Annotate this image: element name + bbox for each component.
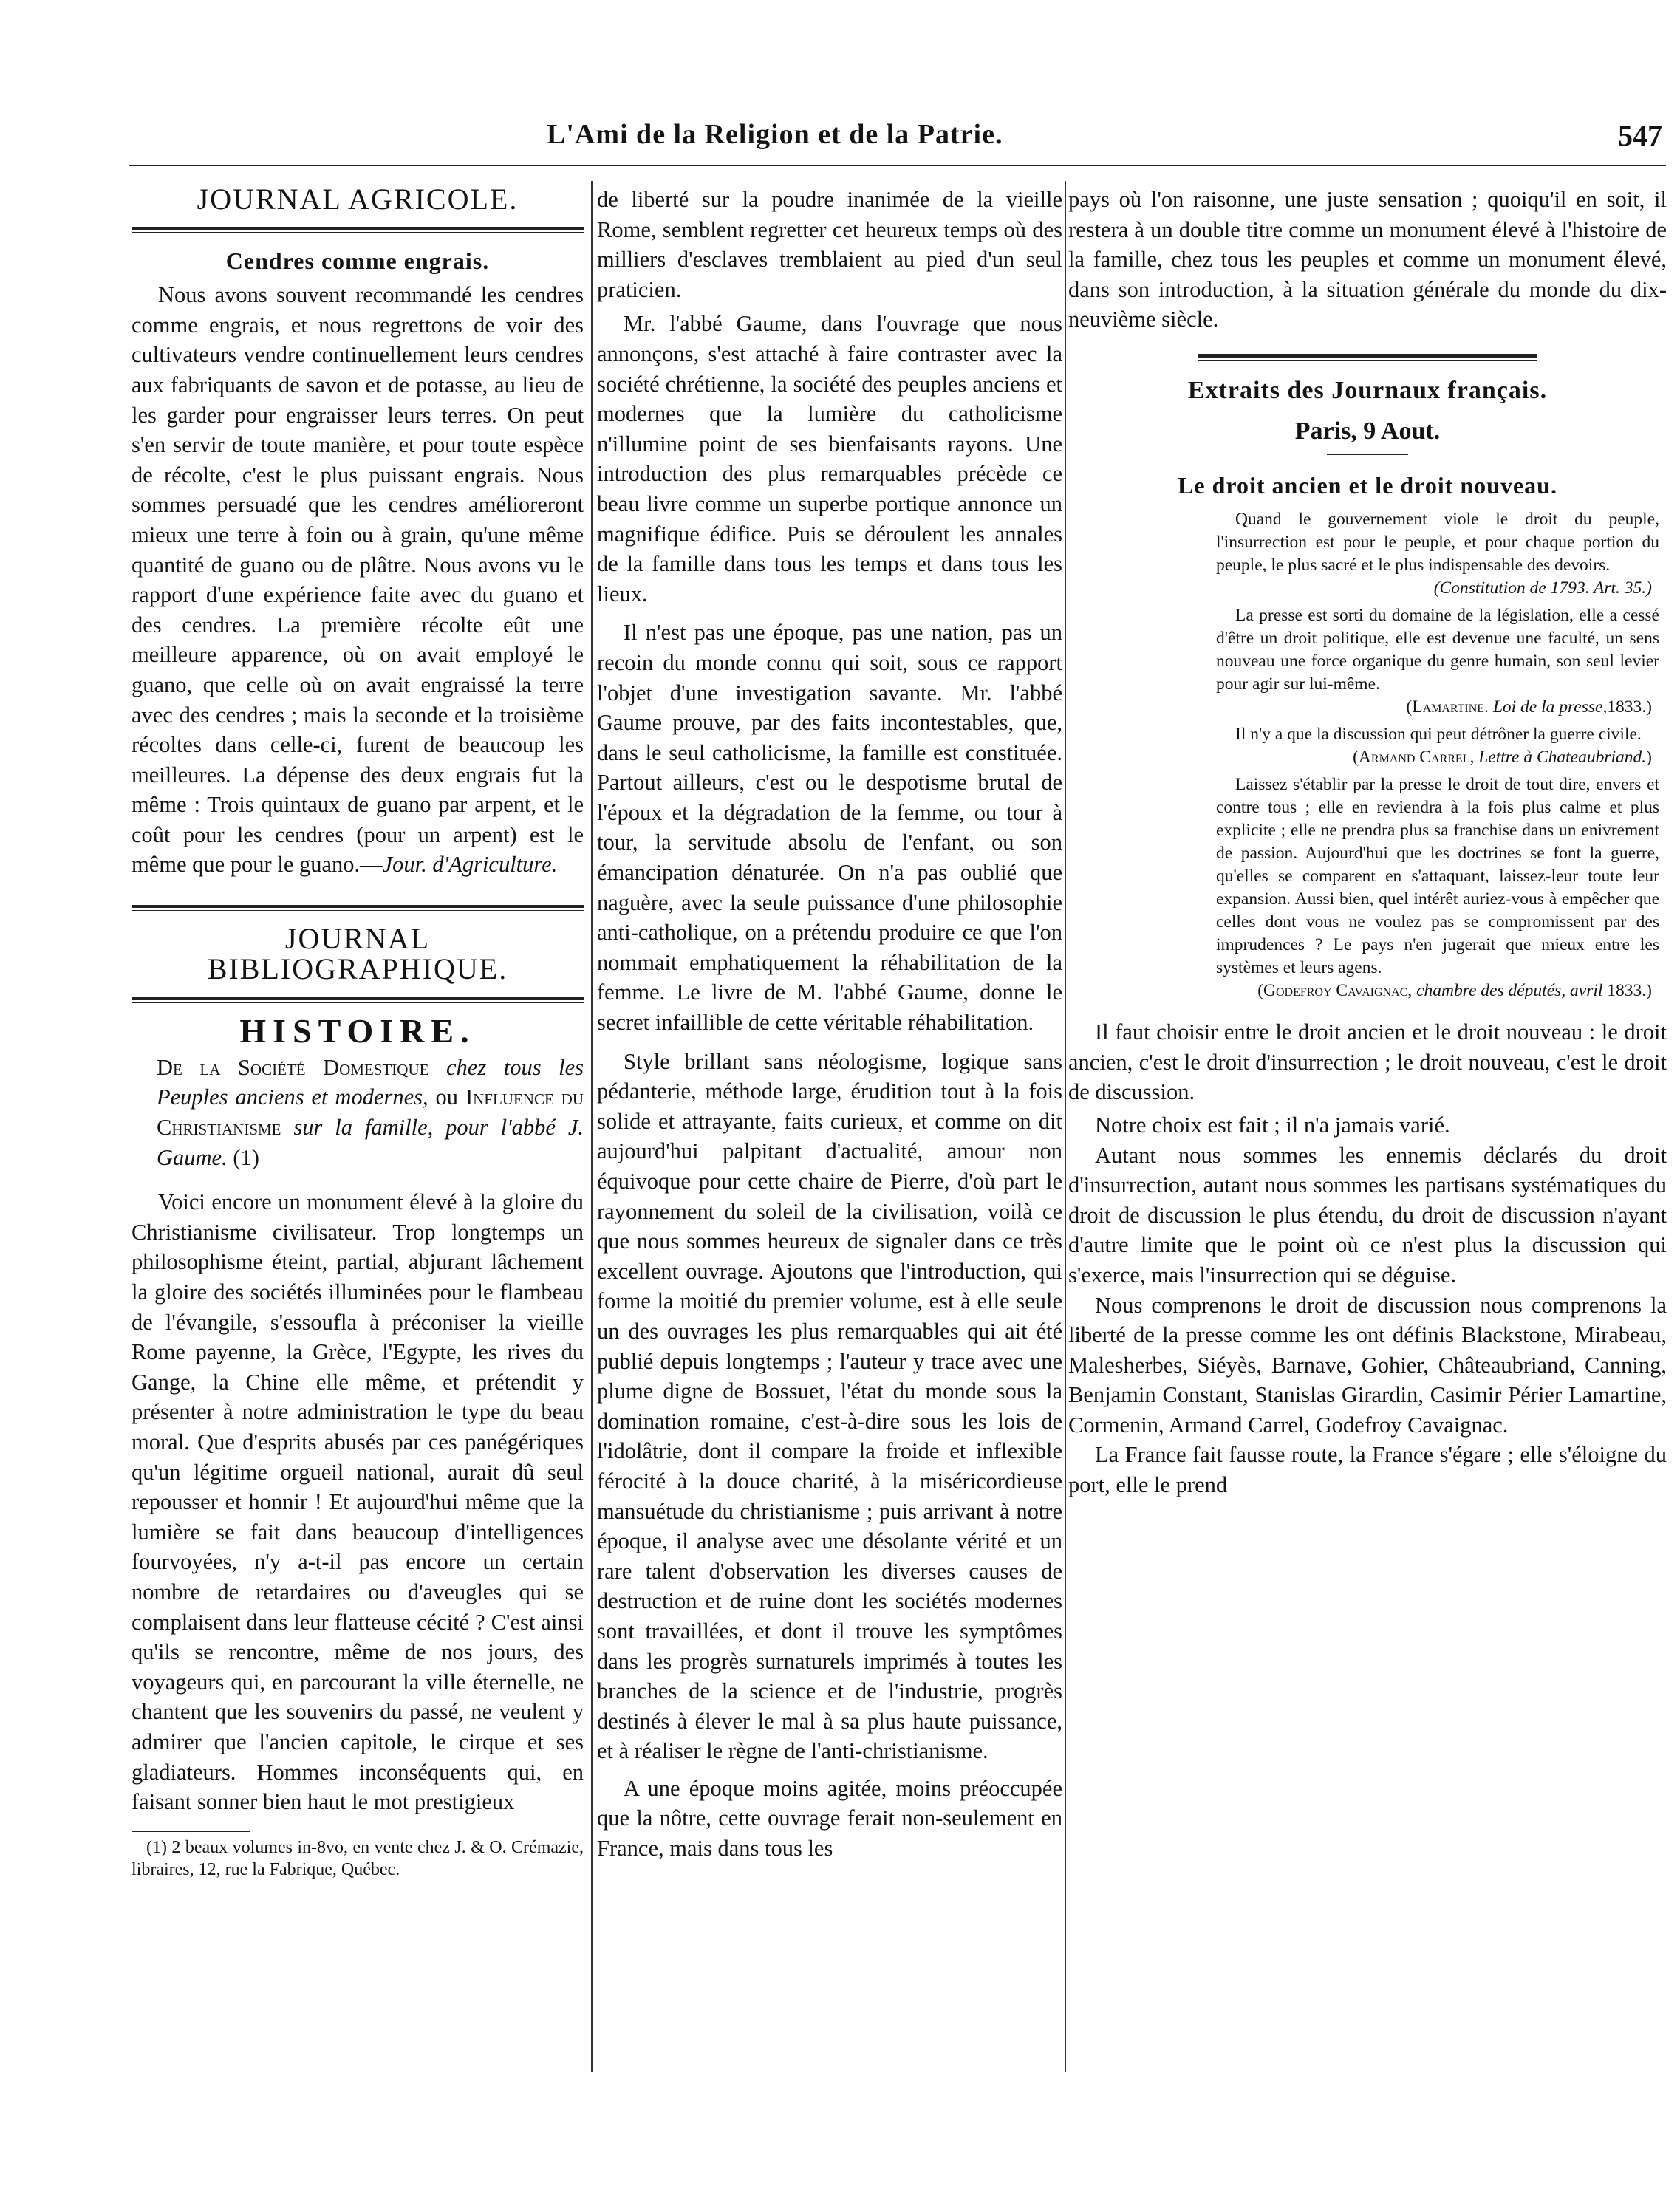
section-title-agricole: JOURNAL AGRICOLE.: [197, 182, 519, 216]
section-rule: [132, 997, 584, 1003]
article-paragraph: pays où l'on raisonne, une juste sensation ; quoiqu'il en soit, il restera à un double titre comme un monument élevé à l'histoire de la famille, chez tous les peuples et comme un monument élevé, dans son introduction, à la situation générale du monde du dix-neuvième siècle.: [1068, 187, 1667, 332]
epigraph-attribution: (Armand Carrel, Lettre à Chateaubriand.): [1353, 748, 1652, 768]
dateline: Paris, 9 Aout.: [1294, 417, 1441, 445]
epigraph: La presse est sorti du domaine de la législation, elle a cessé d'être un droit politique, elle est devenue une faculté, un sens nouveau une force organique du genre humain, son seul levier pour agir sur lui-même.: [1216, 606, 1659, 694]
short-rule: [1327, 454, 1408, 455]
article-title-droit: Le droit ancien et le droit nouveau.: [1178, 472, 1557, 499]
section-rule: [132, 227, 584, 233]
section-rule: [132, 905, 584, 911]
epigraphs: [1216, 508, 1659, 1002]
article-paragraph: Il faut choisir entre le droit ancien et le droit nouveau : le droit ancien, c'est le droit d'insurrection ; le droit nouveau, c'est le droit de discussion.: [1068, 1019, 1667, 1105]
article-source: Jour. d'Agriculture.: [382, 852, 558, 878]
running-title: L'Ami de la Religion et de la Patrie.: [547, 119, 1003, 150]
column-divider: [1065, 181, 1066, 2072]
footnote-rule: [132, 1831, 250, 1832]
column-divider: [591, 181, 593, 2072]
article-paragraph: Mr. l'abbé Gaume, dans l'ouvrage que nous annonçons, s'est attaché à faire contraster avec la société chrétienne, la société des peuples anciens et modernes que la lumière du catholicisme n'illumine point de ses bienfaisants rayons. Une introduction des plus remarquables précède ce beau livre comme un superbe portique annonce un magnifique édifice. Puis se déroulent les annales de la famille dans tous les temps et dans tous les lieux.: [597, 311, 1062, 606]
article-paragraph: Il n'est pas une époque, pas une nation, pas un recoin du monde connu qui soit, sous ce rapport l'objet d'une investigation savante. Mr. l'abbé Gaume prouve, par des faits incontestables, que, dans le seul catholicisme, la famille est constituée. Partout ailleurs, c'est ou le despotisme brutal de l'époux et la dégradation de la femme, ou tour à tour, la servitude absolu de l'enfant, ou son émancipation dénaturée. On n'a pas oublié que naguère, avec la seule puissance d'une philosophie anti-catholique, on a prétendu produire ce que l'on nommait emphatiquement la réhabilitation de la femme. Le livre de M. l'abbé Gaume, donne le secret infaillible de cette véritable réhabilitation.: [597, 620, 1062, 1036]
header-rule: [129, 165, 1666, 168]
article-paragraph: Voici encore un monument élevé à la gloire du Christianisme civilisateur. Trop longtemps un philosophisme éteint, partial, abjurant lâchement la gloire des sociétés illuminées pour le flambeau de l'évangile, s'essoufla à préconiser la vieille Rome payenne, la Grèce, l'Egypte, les rives du Gange, la Chine elle même, et prétendit y présenter à notre administration le type du beau moral. Que d'esprits abusés par ces panégériques qu'un légitime orgueil national, aurait dû seul repousser et honnir ! Et aujourd'hui même que la lumière se fait dans beaucoup d'intelligences fourvoyées, n'y a-t-il pas encore un certain nombre de retardaires ou d'aveugles qui se complaisent dans leur flatteuse cécité ? C'est ainsi qu'ils se rencontre, même de nos jours, des voyageurs qui, en parcourant la ville éternelle, ne chantent que les souvenirs du passé, ne veulent y admirer que l'ancien capitole, le cirque et ses gladiateurs. Hommes inconséquents qui, en faisant sonner bien haut le mot prestigieux: [132, 1189, 584, 1815]
article-paragraph: Autant nous sommes les ennemis déclarés du droit d'insurrection, autant nous sommes les partisans systématiques du droit de discussion le plus étendu, du droit de discussion n'ayant d'autre limite que le point où ce n'est plus la discussion qui s'exerce, mais l'insurrection qui se déguise.: [1068, 1142, 1667, 1288]
section-title-bibliographique: JOURNAL BIBLIOGRAPHIQUE.: [207, 922, 508, 985]
article-title-cendres: Cendres comme engrais.: [225, 247, 490, 274]
footnote: (1) 2 beaux volumes in-8vo, en vente chez J. & O. Crémazie, libraires, 12, rue la Fabrique, Québec.: [132, 1837, 584, 1879]
article-paragraph: Nous comprenons le droit de discussion nous comprenons la liberté de la presse comme les ont définis Blackstone, Mirabeau, Malesherbes, Siéyès, Barnave, Gohier, Châteaubriand, Canning, Benjamin Constant, Stanislas Girardin, Casimir Périer Lamartine, Cormenin, Armand Carrel, Godefroy Cavaignac.: [1068, 1292, 1667, 1438]
page-number: 547: [1618, 119, 1662, 152]
epigraph-attribution: (Constitution de 1793. Art. 35.): [1433, 578, 1652, 598]
section-title-extraits: Extraits des Journaux français.: [1187, 376, 1548, 404]
article-paragraph: A une époque moins agitée, moins préoccupée que la nôtre, cette ouvrage ferait non-seulement en France, mais dans tous les: [597, 1775, 1062, 1862]
section-rule: [1198, 354, 1537, 361]
article-title-histoire: HISTOIRE.: [239, 1012, 476, 1050]
column-3: [1068, 185, 1667, 1500]
article-paragraph: La France fait fausse route, la France s'égare ; elle s'éloigne du port, elle le prend: [1068, 1442, 1667, 1498]
article-paragraph: Nous avons souvent recommandé les cendres comme engrais, et nous regrettons de voir des cultivateurs vendre continuellement leurs cendres aux fabriquants de savon et de potasse, au lieu de les garder pour engraisser leurs terres. On peut s'en servir de toute manière, et pour toute espèce de récolte, c'est le plus puissant engrais. Nous sommes persuadé que les cendres amélioreront mieux une terre à foin ou à grain, qu'une même quantité de guano ou de plâtre. Nous avons vu le rapport d'une expérience faite avec du guano et des cendres. La première récolte eût une meilleure apparence, où on avait employé le guano, que celle où on avait engraissé la terre avec des cendres ; mais la seconde et la troisième récoltes dans celle-ci, furent de beaucoup les meilleures. La dépense des deux engrais fut la même : Trois quintaux de guano par arpent, et le coût pour les cendres (pour un arpent) est le même que pour le guano.—Jour. d'Agriculture.: [132, 282, 584, 878]
article-paragraph: Notre choix est fait ; il n'a jamais varié.: [1095, 1112, 1450, 1138]
epigraph-attribution: (Godefroy Cavaignac, chambre des députés, avril 1833.): [1257, 981, 1652, 1001]
article-paragraph: de liberté sur la poudre inanimée de la vieille Rome, semblent regretter cet heureux temps où des milliers d'esclaves tremblaient au pied d'un seul praticien.: [597, 187, 1062, 302]
article-paragraph: Style brillant sans néologisme, logique sans pédanterie, méthode large, érudition tout à la fois solide et attrayante, faits curieux, et comme on dit aujourd'hui palpitant d'actualité, amour non équivoque pour cette chaire de Pierre, d'où part le rayonnement du soleil de la civilisation, voilà ce que nous sommes heureux de signaler dans ce très excellent ouvrage. Ajoutons que l'introduction, qui forme la moitié du premier volume, est à elle seule un des ouvrages les plus remarquables qui ait été publié depuis longtemps ; l'auteur y trace avec une plume digne de Bossuet, l'état du monde sous la domination romaine, c'est-à-dire sous les lois de l'idolâtrie, dont il compare la froide et inflexible férocité à la douce charité, à la miséricordieuse mansuétude du christianisme ; puis arrivant à notre époque, il analyse avec une désolante vérité et un rare talent d'observation les diverses causes de destruction et de ruine dont les sociétés modernes sont travaillées, et dont il trouve les symptômes dans les progrès surnaturels imprimés à toutes les branches de la science et de l'industrie, progrès destinés à élever le mal à sa plus haute puissance, et à réaliser le règne de l'anti-christianisme.: [597, 1048, 1062, 1764]
epigraph: Quand le gouvernement viole le droit du peuple, l'insurrection est pour le peuple, et pour chaque portion du peuple, le plus sacré et le plus indispensable des devoirs.: [1216, 510, 1659, 575]
column-2: [597, 185, 1062, 1864]
epigraph: Laissez s'établir par la presse le droit de tout dire, envers et contre tous ; elle en reviendra à la fois plus calme et plus explicite ; elle ne prendra plus sa franchise dans un enivrement de passion. Aujourd'hui que les doctrines se font la guerre, qu'elles se comparent en s'attaquant, laissez-leur toute leur expansion. Aussi bien, quel intérêt auriez-vous à empêcher que celles dont vous ne voulez pas se compromissent par des imprudences ? Le pays n'en jugerait que mieux entre les systèmes et leurs agens.: [1216, 775, 1659, 978]
book-title: De la Société Domestique chez tous les Peuples anciens et modernes, ou Influence du Christianisme sur la famille, pour l'abbé J. Gaume. (1): [157, 1054, 584, 1170]
epigraph-attribution: (Lamartine. Loi de la presse,1833.): [1406, 697, 1652, 717]
footnote-ref: (1): [233, 1144, 259, 1170]
epigraph: Il n'y a que la discussion qui peut détrôner la guerre civile.: [1235, 725, 1642, 745]
column-1: [132, 182, 584, 1881]
